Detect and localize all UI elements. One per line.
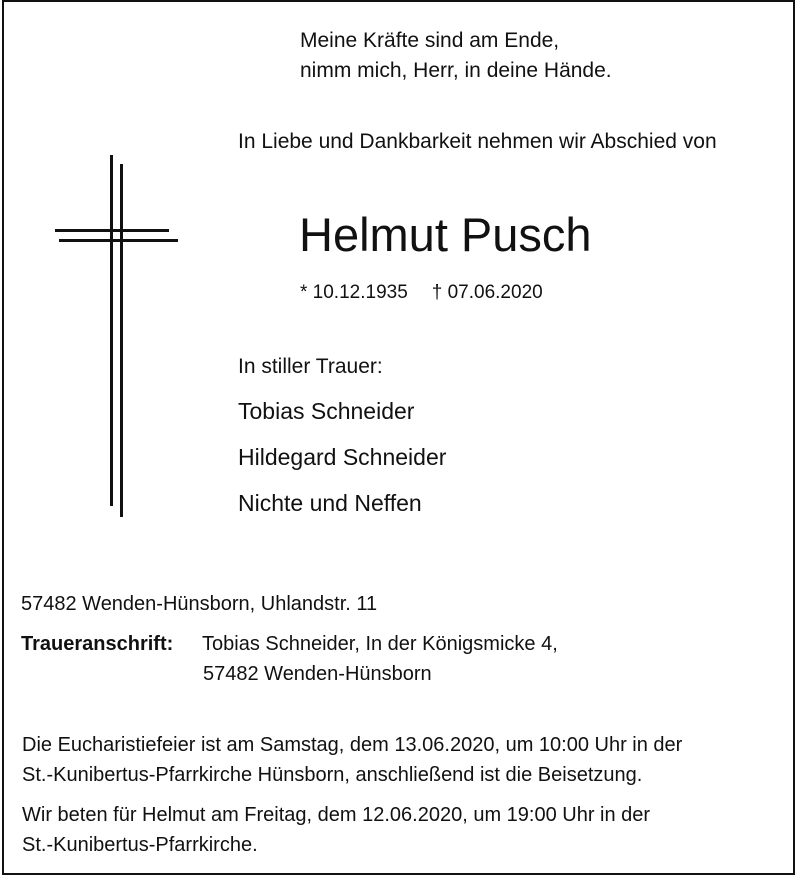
deceased-name: Helmut Pusch: [299, 208, 592, 261]
verse-line-2: nimm mich, Herr, in deine Hände.: [300, 59, 612, 82]
death-date: † 07.06.2020: [431, 282, 543, 303]
condolence-address-line-2: 57482 Wenden-Hünsborn: [203, 663, 432, 685]
condolence-address-line-1: Tobias Schneider, In der Königsmicke 4,: [202, 633, 558, 655]
service-line-1: Die Eucharistiefeier ist am Samstag, dem 13.06.2020, um 10:00 Uhr in der: [22, 734, 683, 756]
birth-date: * 10.12.1935: [300, 282, 408, 303]
verse-line-1: Meine Kräfte sind am Ende,: [300, 29, 560, 52]
verse: [300, 26, 612, 86]
prayer-line-1: Wir beten für Helmut am Freitag, dem 12.06.2020, um 19:00 Uhr in der: [22, 804, 651, 826]
prayer-line-2: St.-Kunibertus-Pfarrkirche.: [22, 834, 258, 856]
cross-icon: [50, 150, 182, 522]
service-line-2: St.-Kunibertus-Pfarrkirche Hünsborn, anschließend ist die Beisetzung.: [22, 764, 643, 786]
mourner-name: Hildegard Schneider: [238, 444, 447, 470]
life-dates: [300, 280, 543, 306]
mourning-heading: In stiller Trauer:: [238, 355, 383, 378]
mourner-name: Tobias Schneider: [238, 398, 415, 424]
farewell-intro: In Liebe und Dankbarkeit nehmen wir Abschied von: [238, 130, 717, 153]
deceased-address: 57482 Wenden-Hünsborn, Uhlandstr. 11: [21, 593, 378, 615]
mourner-name: Nichte und Neffen: [238, 490, 422, 516]
service-notice: [22, 730, 682, 790]
condolence-label: Traueranschrift:: [21, 633, 174, 655]
prayer-notice: [22, 800, 650, 860]
